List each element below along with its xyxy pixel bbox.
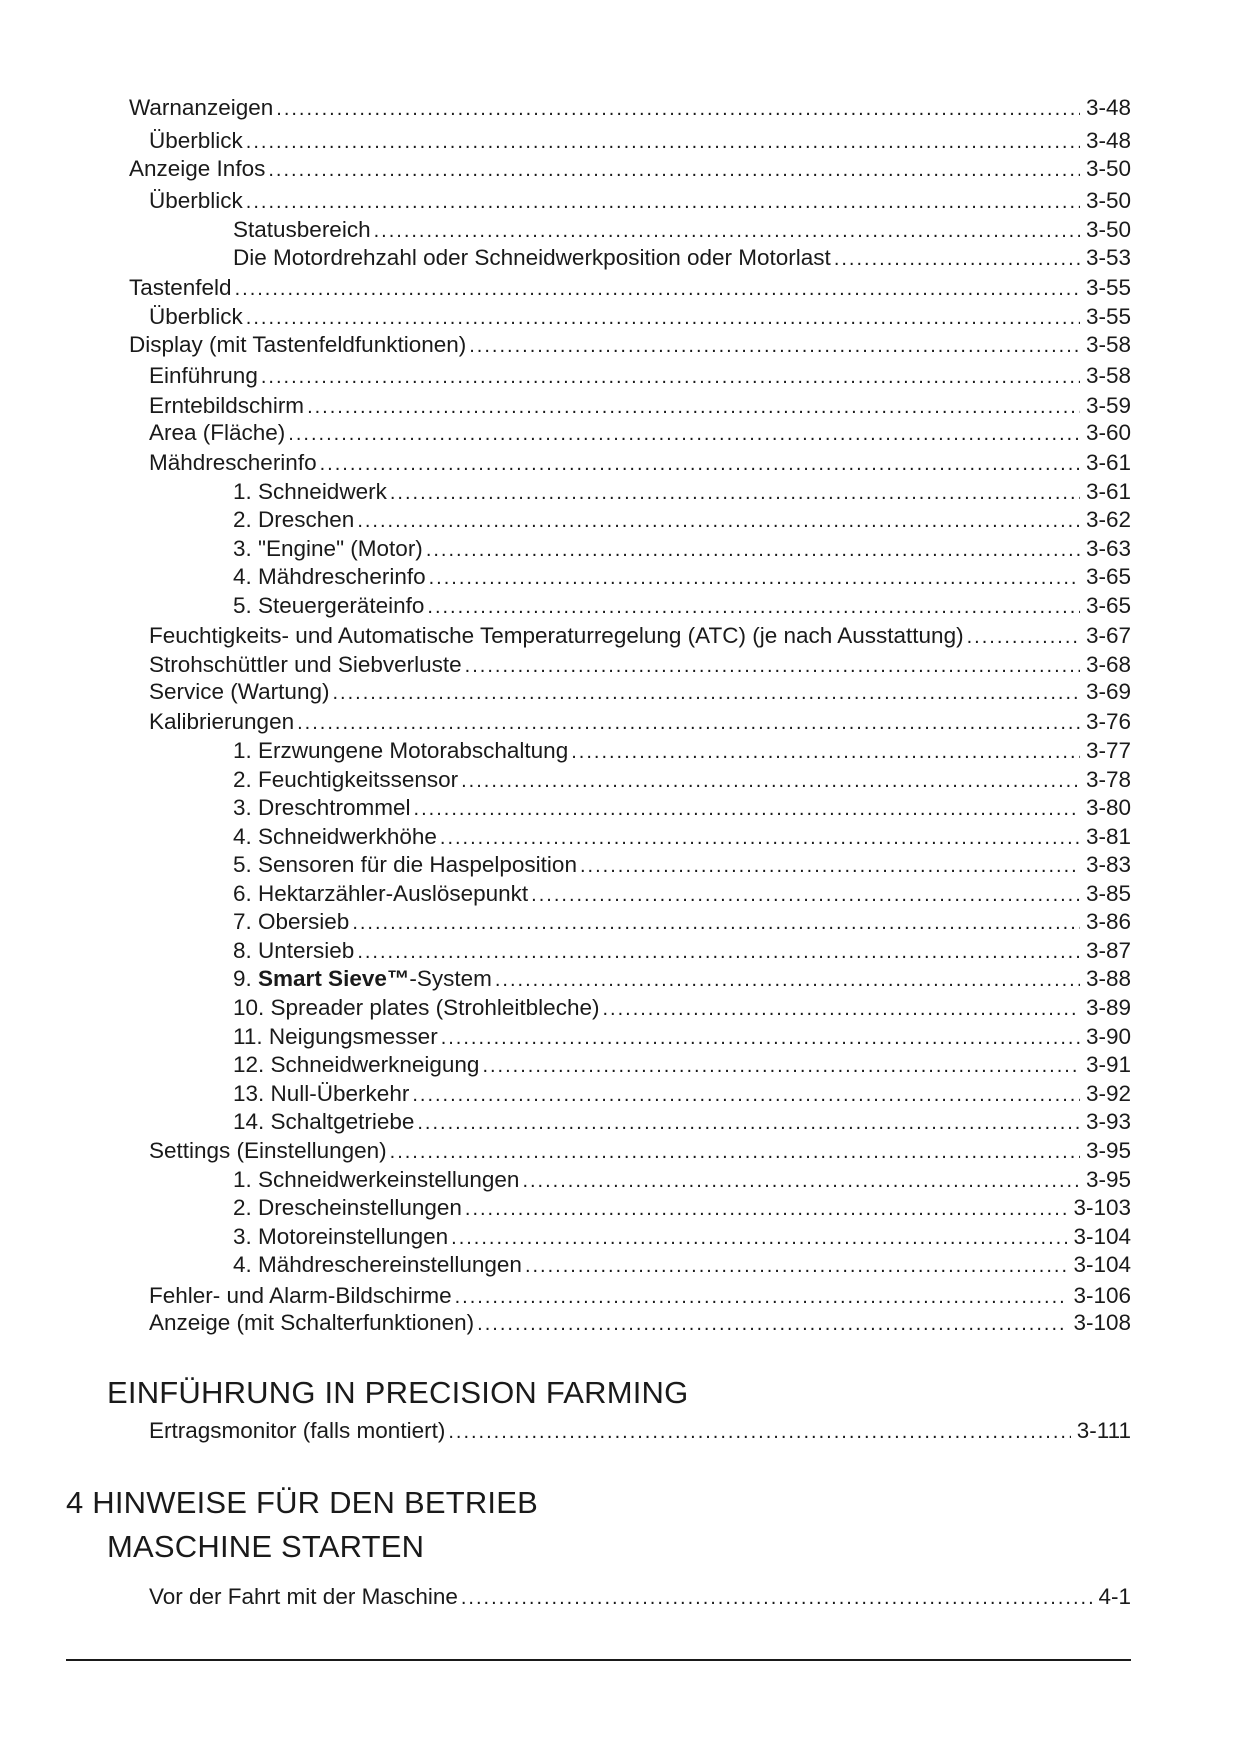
toc-entry[interactable]	[149, 303, 1131, 332]
toc-dot-leader	[390, 479, 1080, 507]
toc-dot-leader	[320, 450, 1080, 478]
toc-page-number: 3-48	[1085, 128, 1131, 153]
toc-entry-title: Display (mit Tastenfeldfunktionen)	[129, 332, 467, 357]
section-heading: EINFÜHRUNG IN PRECISION FARMING	[107, 1375, 689, 1410]
toc-page-number: 3-80	[1085, 795, 1131, 820]
toc-entry[interactable]	[233, 794, 1131, 823]
toc-entry[interactable]	[149, 1282, 1131, 1311]
toc-entry[interactable]	[233, 563, 1131, 592]
toc-dot-leader	[461, 767, 1080, 795]
toc-dot-leader	[440, 824, 1080, 852]
toc-dot-leader	[465, 652, 1080, 680]
toc-entry[interactable]	[233, 1223, 1131, 1252]
toc-page-number: 3-92	[1085, 1081, 1131, 1106]
toc-entry[interactable]	[149, 362, 1131, 391]
toc-dot-leader	[477, 1310, 1067, 1338]
toc-dot-leader	[412, 1081, 1080, 1109]
toc-page-number: 3-65	[1085, 593, 1131, 618]
toc-entry[interactable]	[233, 851, 1131, 880]
toc-page-number: 3-55	[1085, 275, 1131, 300]
toc-dot-leader	[469, 332, 1080, 360]
toc-entry[interactable]	[149, 1137, 1131, 1166]
toc-entry[interactable]	[233, 1108, 1131, 1137]
toc-entry-title: Vor der Fahrt mit der Maschine	[149, 1584, 458, 1609]
toc-dot-leader	[357, 507, 1080, 535]
toc-entry-title: 2. Dreschen	[233, 507, 355, 532]
toc-dot-leader	[414, 795, 1080, 823]
toc-dot-leader	[602, 995, 1079, 1023]
toc-entry-title: 2. Feuchtigkeitssensor	[233, 767, 459, 792]
toc-page-number: 3-95	[1085, 1167, 1131, 1192]
toc-page-number: 3-89	[1085, 995, 1131, 1020]
toc-dot-leader	[246, 188, 1080, 216]
toc-entry-number: 9.	[233, 966, 259, 991]
toc-entry[interactable]	[233, 592, 1131, 621]
toc-page-number: 3-68	[1085, 652, 1131, 677]
toc-page-number: 3-104	[1073, 1224, 1131, 1249]
toc-entry-title: Strohschüttler und Siebverluste	[149, 652, 462, 677]
toc-entry-title: 6. Hektarzähler-Auslösepunkt	[233, 881, 529, 906]
toc-entry-title: Anzeige (mit Schalterfunktionen)	[149, 1310, 475, 1335]
toc-entry-title: 4. Mähdrescherinfo	[233, 564, 426, 589]
section-heading: MASCHINE STARTEN	[107, 1529, 425, 1564]
toc-entry[interactable]	[149, 678, 1131, 707]
toc-entry-title: Die Motordrehzahl oder Schneidwerkposition oder Motorlast	[233, 245, 831, 270]
toc-page-number: 3-78	[1085, 767, 1131, 792]
toc-entry-title: 11. Neigungsmesser	[233, 1024, 438, 1049]
toc-entry[interactable]	[149, 622, 1131, 651]
toc-entry-title: Überblick	[149, 188, 243, 213]
toc-dot-leader	[390, 1138, 1080, 1166]
toc-dot-leader	[268, 156, 1080, 184]
toc-entry-title: 1. Erzwungene Motorabschaltung	[233, 738, 569, 763]
toc-entry-title: Statusbereich	[233, 217, 371, 242]
toc-dot-leader	[465, 1195, 1068, 1223]
toc-entry-title: Settings (Einstellungen)	[149, 1138, 387, 1163]
toc-page-number: 3-61	[1085, 450, 1131, 475]
toc-page-number: 3-50	[1085, 188, 1131, 213]
toc-entry-title: Überblick	[149, 128, 243, 153]
toc-page-number: 3-108	[1073, 1310, 1131, 1335]
toc-dot-leader	[352, 909, 1080, 937]
toc-dot-leader	[522, 1167, 1080, 1195]
toc-entry[interactable]	[129, 94, 1131, 123]
toc-dot-leader	[307, 393, 1080, 421]
toc-entry[interactable]	[233, 994, 1131, 1023]
toc-page-number: 3-58	[1085, 332, 1131, 357]
toc-page-number: 3-88	[1085, 966, 1131, 991]
toc-entry[interactable]	[233, 823, 1131, 852]
toc-entry-title: Erntebildschirm	[149, 393, 305, 418]
toc-entry[interactable]	[233, 737, 1131, 766]
toc-entry-title: Service (Wartung)	[149, 679, 330, 704]
toc-entry-title: 1. Schneidwerkeinstellungen	[233, 1167, 520, 1192]
toc-dot-leader	[525, 1252, 1068, 1280]
toc-dot-leader	[441, 1024, 1080, 1052]
page-footer-rule	[66, 1659, 1131, 1661]
toc-entry[interactable]	[149, 708, 1131, 737]
toc-entry-title: Kalibrierungen	[149, 709, 295, 734]
toc-entry[interactable]	[233, 478, 1131, 507]
toc-entry[interactable]	[149, 392, 1131, 421]
toc-entry-title: 3. Motoreinstellungen	[233, 1224, 449, 1249]
toc-entry-title: Einführung	[149, 363, 258, 388]
toc-entry-title: Mähdrescherinfo	[149, 450, 317, 475]
toc-dot-leader	[482, 1052, 1080, 1080]
toc-dot-leader	[455, 1283, 1068, 1311]
toc-dot-leader	[261, 363, 1080, 391]
toc-entry-brand: Smart Sieve™	[258, 966, 410, 991]
toc-page-number: 3-90	[1085, 1024, 1131, 1049]
toc-entry[interactable]	[233, 1051, 1131, 1080]
toc-entry[interactable]	[149, 651, 1131, 680]
toc-dot-leader	[571, 738, 1080, 766]
toc-page-number: 3-69	[1085, 679, 1131, 704]
toc-entry[interactable]	[149, 1417, 1131, 1446]
toc-entry-title: Ertragsmonitor (falls montiert)	[149, 1418, 446, 1443]
toc-entry-title: 12. Schneidwerkneigung	[233, 1052, 480, 1077]
toc-dot-leader	[427, 593, 1080, 621]
toc-dot-leader	[288, 420, 1080, 448]
toc-entry[interactable]	[233, 1251, 1131, 1280]
toc-entry[interactable]	[149, 419, 1131, 448]
toc-entry-title: Area (Fläche)	[149, 420, 286, 445]
toc-dot-leader	[448, 1418, 1070, 1446]
toc-entry-title: 3. Dreschtrommel	[233, 795, 411, 820]
toc-dot-leader	[332, 679, 1079, 707]
toc-entry[interactable]	[149, 449, 1131, 478]
toc-page-number: 3-62	[1085, 507, 1131, 532]
toc-entry[interactable]	[233, 965, 1131, 994]
toc-page-number: 3-111	[1076, 1418, 1131, 1443]
toc-page-number: 3-65	[1085, 564, 1131, 589]
toc-entry-title: Feuchtigkeits- und Automatische Temperaturregelung (ATC) (je nach Ausstattung)	[149, 623, 964, 648]
toc-page-number: 3-87	[1085, 938, 1131, 963]
toc-entry-title: 4. Mähdreschereinstellungen	[233, 1252, 522, 1277]
toc-page-number: 3-67	[1085, 623, 1131, 648]
toc-dot-leader	[580, 852, 1080, 880]
toc-page-number: 3-106	[1073, 1283, 1131, 1308]
toc-entry[interactable]	[149, 127, 1131, 156]
toc-dot-leader	[374, 217, 1080, 245]
toc-page-number: 3-58	[1085, 363, 1131, 388]
toc-page-number: 3-63	[1085, 536, 1131, 561]
toc-entry-title: Anzeige Infos	[129, 156, 266, 181]
toc-page-number: 3-48	[1085, 95, 1131, 120]
toc-dot-leader	[531, 881, 1080, 909]
toc-entry[interactable]	[233, 766, 1131, 795]
toc-page-number: 3-91	[1085, 1052, 1131, 1077]
toc-entry[interactable]	[233, 880, 1131, 909]
toc-entry[interactable]	[233, 937, 1131, 966]
toc-page-number: 3-61	[1085, 479, 1131, 504]
toc-entry-title: Warnanzeigen	[129, 95, 274, 120]
toc-dot-leader	[495, 966, 1080, 994]
toc-dot-leader	[429, 564, 1080, 592]
toc-entry[interactable]	[233, 244, 1131, 273]
toc-entry-title: 8. Untersieb	[233, 938, 355, 963]
toc-dot-leader	[426, 536, 1080, 564]
toc-dot-leader	[235, 275, 1080, 303]
toc-dot-leader	[357, 938, 1080, 966]
toc-page-number: 3-93	[1085, 1109, 1131, 1134]
toc-dot-leader	[246, 304, 1080, 332]
toc-dot-leader	[967, 623, 1080, 651]
toc-page-number: 3-50	[1085, 217, 1131, 242]
toc-dot-leader	[461, 1584, 1093, 1612]
toc-entry-title: 14. Schaltgetriebe	[233, 1109, 415, 1134]
toc-dot-leader	[297, 709, 1080, 737]
toc-page-number: 3-76	[1085, 709, 1131, 734]
toc-page-number: 3-53	[1085, 245, 1131, 270]
toc-entry[interactable]	[233, 535, 1131, 564]
toc-entry[interactable]	[233, 506, 1131, 535]
toc-entry-title: Überblick	[149, 304, 243, 329]
toc-entry-title	[233, 965, 492, 993]
toc-page-number: 3-95	[1085, 1138, 1131, 1163]
toc-entry-title: 4. Schneidwerkhöhe	[233, 824, 437, 849]
toc-entry[interactable]	[149, 187, 1131, 216]
toc-entry[interactable]	[233, 1194, 1131, 1223]
toc-entry-suffix: -System	[409, 966, 492, 991]
toc-entry-title: 10. Spreader plates (Strohleitbleche)	[233, 995, 600, 1020]
toc-page-number: 3-60	[1085, 420, 1131, 445]
toc-dot-leader	[451, 1224, 1067, 1252]
toc-entry[interactable]	[149, 1583, 1131, 1612]
toc-page-number: 3-81	[1085, 824, 1131, 849]
toc-page-number: 3-55	[1085, 304, 1131, 329]
toc-entry-title: 7. Obersieb	[233, 909, 350, 934]
toc-entry[interactable]	[233, 908, 1131, 937]
toc-page-number: 3-50	[1085, 156, 1131, 181]
toc-entry-title: Fehler- und Alarm-Bildschirme	[149, 1283, 452, 1308]
toc-entry-title: 5. Sensoren für die Haspelposition	[233, 852, 577, 877]
toc-page-number: 3-83	[1085, 852, 1131, 877]
toc-page-number: 3-104	[1073, 1252, 1131, 1277]
toc-dot-leader	[246, 128, 1080, 156]
toc-page-number: 4-1	[1098, 1584, 1131, 1609]
toc-page-number: 3-77	[1085, 738, 1131, 763]
toc-entry-title: Tastenfeld	[129, 275, 232, 300]
toc-entry-title: 1. Schneidwerk	[233, 479, 387, 504]
chapter-heading: 4 HINWEISE FÜR DEN BETRIEB	[66, 1485, 538, 1520]
toc-entry-title: 5. Steuergeräteinfo	[233, 593, 425, 618]
toc-dot-leader	[417, 1109, 1080, 1137]
toc-entry[interactable]	[233, 1080, 1131, 1109]
toc-entry[interactable]	[149, 1309, 1131, 1338]
toc-entry[interactable]	[233, 216, 1131, 245]
toc-entry-title: 3. "Engine" (Motor)	[233, 536, 423, 561]
toc-entry[interactable]	[233, 1166, 1131, 1195]
toc-dot-leader	[276, 95, 1080, 123]
toc-entry-title: 13. Null-Überkehr	[233, 1081, 410, 1106]
toc-page-number: 3-59	[1085, 393, 1131, 418]
toc-entry-title: 2. Drescheinstellungen	[233, 1195, 462, 1220]
toc-entry[interactable]	[129, 331, 1131, 360]
toc-dot-leader	[834, 245, 1080, 273]
toc-entry[interactable]	[129, 274, 1131, 303]
toc-entry[interactable]	[233, 1023, 1131, 1052]
toc-page-number: 3-85	[1085, 881, 1131, 906]
toc-page-number: 3-103	[1073, 1195, 1131, 1220]
toc-entry[interactable]	[129, 155, 1131, 184]
toc-page-number: 3-86	[1085, 909, 1131, 934]
